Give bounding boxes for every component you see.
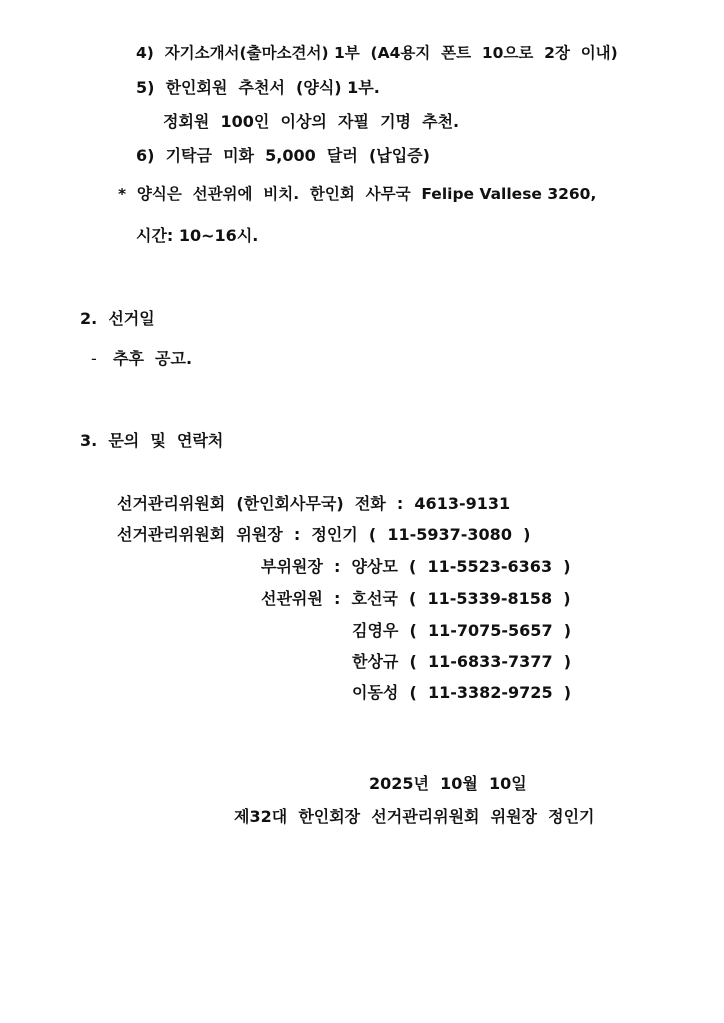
signature-line: 제32대 한인회장 선거관리위원회 위원장 정인기	[234, 807, 595, 826]
contact-member-3: 한상규 ( 11-6833-7377 )	[352, 652, 572, 671]
contact-chair: 선거관리위원회 위원장 : 정인기 ( 11-5937-3080 )	[117, 525, 531, 544]
list-item-6: 6) 기탁금 미화 5,000 달러 (납입증)	[136, 146, 430, 165]
note-line-2: 시간: 10~16시.	[136, 226, 259, 245]
contact-member-4: 이동성 ( 11-3382-9725 )	[352, 683, 572, 702]
document-date: 2025년 10월 10일	[369, 774, 527, 793]
section-2-heading: 2. 선거일	[80, 309, 155, 328]
list-item-5-sub: 정회원 100인 이상의 자필 기명 추천.	[163, 112, 460, 131]
bullet-dash: -	[91, 349, 97, 368]
note-line-1: * 양식은 선관위에 비치. 한인회 사무국 Felipe Vallese 3260,	[118, 185, 597, 203]
contact-member-1: 선관위원 : 호선국 ( 11-5339-8158 )	[261, 589, 571, 608]
contact-office: 선거관리위원회 (한인회사무국) 전화 : 4613-9131	[117, 494, 511, 513]
section-3-heading: 3. 문의 및 연락처	[80, 431, 224, 450]
election-date-text: 추후 공고.	[113, 349, 193, 368]
contact-vice-chair: 부위원장 : 양상모 ( 11-5523-6363 )	[261, 557, 571, 576]
list-item-5: 5) 한인회원 추천서 (양식) 1부.	[136, 78, 380, 97]
list-item-4: 4) 자기소개서(출마소견서) 1부 (A4용지 폰트 10으로 2장 이내)	[136, 44, 618, 62]
contact-member-2: 김영우 ( 11-7075-5657 )	[352, 621, 572, 640]
